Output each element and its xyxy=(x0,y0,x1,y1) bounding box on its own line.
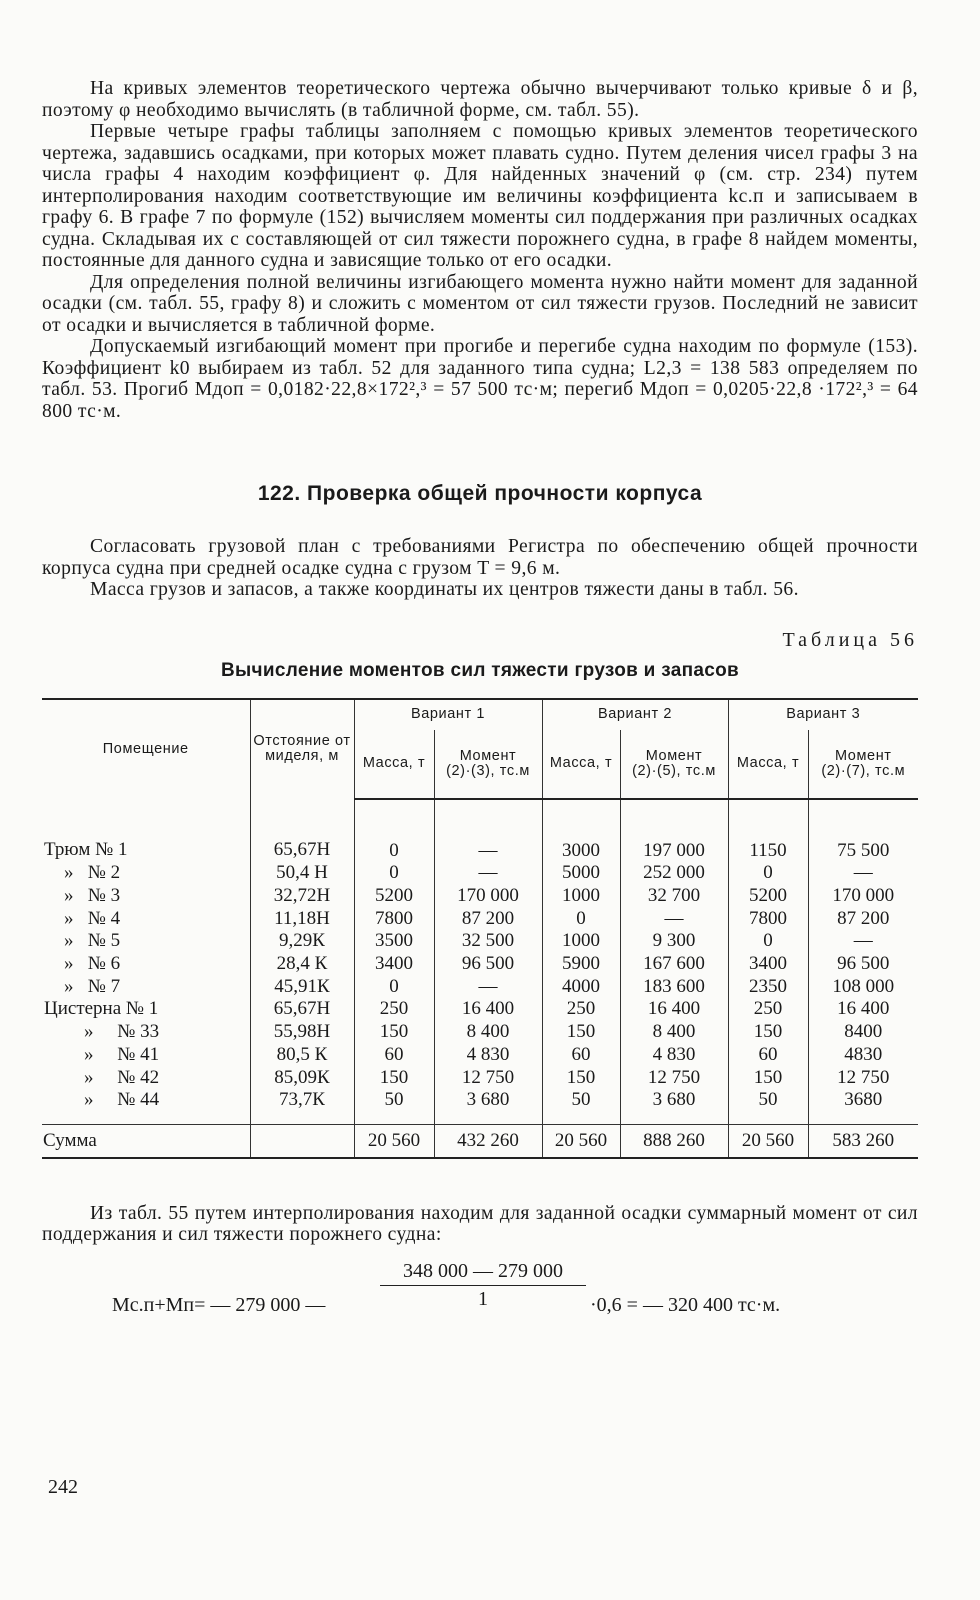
cell-mass-2: 1000 xyxy=(542,885,620,908)
cell-distance: 80,5 К xyxy=(250,1044,354,1067)
cell-mass-2: 1000 xyxy=(542,930,620,953)
table-row xyxy=(42,1044,918,1067)
cell-mass-2: 3000 xyxy=(542,799,620,863)
cell-distance: 50,4 Н xyxy=(250,862,354,885)
header-mass-3: Масса, т xyxy=(728,730,808,799)
header-variant-2: Вариант 2 xyxy=(542,699,728,730)
cell-mass-1: 250 xyxy=(354,998,434,1021)
cell-mass-1: 7800 xyxy=(354,908,434,931)
total-moment-3: 583 260 xyxy=(808,1124,918,1158)
table-row xyxy=(42,930,918,953)
cell-room: » № 6 xyxy=(64,953,121,975)
table-row xyxy=(42,1067,918,1090)
formula-rhs: ·0,6 = — 320 400 тс·м. xyxy=(590,1293,781,1316)
formula-numerator: 348 000 — 279 000 xyxy=(380,1260,586,1286)
cell-mass-1: 0 xyxy=(354,862,434,885)
cell-room: Трюм № 1 xyxy=(44,839,128,860)
cell-room: » № 5 xyxy=(64,930,121,952)
mass-paragraph: Масса грузов и запасов, а также координаты их центров тяжести даны в табл. 56. xyxy=(90,579,799,600)
section-title: 122. Проверка общей прочности корпуса xyxy=(257,482,703,505)
cell-distance: 85,09К xyxy=(250,1067,354,1090)
cell-mass-1: 50 xyxy=(354,1089,434,1124)
total-mass-2: 20 560 xyxy=(542,1124,620,1158)
page-content xyxy=(42,78,918,1336)
cell-distance: 28,4 К xyxy=(250,953,354,976)
cell-mass-3: 0 xyxy=(728,862,808,885)
formula-fraction xyxy=(380,1260,586,1311)
formula-denominator: 1 xyxy=(478,1287,488,1310)
cell-room: » № 42 xyxy=(84,1066,160,1088)
cell-moment-1: 4 830 xyxy=(434,1044,542,1067)
cell-moment-2: 12 750 xyxy=(620,1067,728,1090)
cell-mass-2: 150 xyxy=(542,1021,620,1044)
cell-mass-3: 150 xyxy=(728,1067,808,1090)
cell-mass-2: 4000 xyxy=(542,976,620,999)
header-mass-2: Масса, т xyxy=(542,730,620,799)
cell-moment-1: 12 750 xyxy=(434,1067,542,1090)
cell-mass-2: 150 xyxy=(542,1067,620,1090)
formula xyxy=(42,1256,918,1336)
cell-mass-1: 0 xyxy=(354,799,434,863)
cell-moment-1: 3 680 xyxy=(434,1089,542,1124)
cell-moment-1: — xyxy=(434,862,542,885)
cell-moment-1: — xyxy=(434,799,542,863)
cell-distance: 32,72Н xyxy=(250,885,354,908)
cell-room: Цистерна № 1 xyxy=(44,998,159,1020)
table-row xyxy=(42,976,918,999)
cell-moment-3: 3680 xyxy=(808,1089,918,1124)
cell-moment-2: 9 300 xyxy=(620,930,728,953)
cell-moment-1: 87 200 xyxy=(434,908,542,931)
cell-moment-2: 183 600 xyxy=(620,976,728,999)
cell-mass-3: 50 xyxy=(728,1089,808,1124)
cell-mass-3: 7800 xyxy=(728,908,808,931)
cell-distance: 55,98Н xyxy=(250,1021,354,1044)
cell-moment-3: 96 500 xyxy=(808,953,918,976)
cell-mass-3: 2350 xyxy=(728,976,808,999)
cell-mass-3: 150 xyxy=(728,1021,808,1044)
cell-mass-1: 150 xyxy=(354,1067,434,1090)
total-distance xyxy=(250,1124,354,1158)
cell-moment-3: 12 750 xyxy=(808,1067,918,1090)
cell-moment-3: 16 400 xyxy=(808,998,918,1021)
cell-room: » № 44 xyxy=(84,1089,160,1111)
table-body xyxy=(42,799,918,1125)
cell-moment-1: 32 500 xyxy=(434,930,542,953)
cell-moment-3: 87 200 xyxy=(808,908,918,931)
cell-mass-3: 5200 xyxy=(728,885,808,908)
cell-moment-2: 197 000 xyxy=(620,799,728,863)
total-mass-1: 20 560 xyxy=(354,1124,434,1158)
cell-moment-2: 252 000 xyxy=(620,862,728,885)
cell-mass-2: 5000 xyxy=(542,862,620,885)
cell-room: » № 2 xyxy=(64,862,121,884)
cell-moment-1: 170 000 xyxy=(434,885,542,908)
cell-room: » № 7 xyxy=(64,975,121,997)
cell-moment-3: 75 500 xyxy=(808,799,918,863)
paragraph-1: На кривых элементов теоретического чертежа обычно вычерчивают только кривые δ и β, поэтому φ необходимо вычислять (в табличной форме, см. табл. 55). xyxy=(42,78,918,121)
cell-distance: 9,29К xyxy=(250,930,354,953)
cell-mass-2: 0 xyxy=(542,908,620,931)
cell-mass-1: 0 xyxy=(354,976,434,999)
paragraph-2: Первые четыре графы таблицы заполняем с помощью кривых элементов теоретического чертежа, задавшись осадками, при которых может плавать судно. Путем деления чисел графы 3 на числа графы 4 находим коэффициент φ. Для найденных значений φ (см. стр. 234) путем интерполирования находим соответствующие им величины коэффициента kс.п и записываем в графу 6. В графе 7 по формуле (152) вычисляем моменты сил поддержания при различных осадках судна. Складывая их с составляющей от сил тяжести порожнего судна, в графе 8 найдем моменты, постоянные для данного судна и зависящие только от его осадки. xyxy=(42,121,918,271)
cell-mass-3: 1150 xyxy=(728,799,808,863)
header-variant-3: Вариант 3 xyxy=(728,699,918,730)
cell-moment-1: 96 500 xyxy=(434,953,542,976)
cell-moment-2: 4 830 xyxy=(620,1044,728,1067)
header-distance: Отстояние от миделя, м xyxy=(250,699,354,799)
cell-room: » № 33 xyxy=(84,1021,160,1043)
header-moment-2: Момент (2)·(5), тс.м xyxy=(620,730,728,799)
cell-mass-3: 60 xyxy=(728,1044,808,1067)
cell-room: » № 3 xyxy=(64,884,121,906)
cell-distance: 73,7К xyxy=(250,1089,354,1124)
header-variant-1: Вариант 1 xyxy=(354,699,542,730)
paragraph-4: Допускаемый изгибающий момент при прогибе и перегибе судна находим по формуле (153). Коэффициент k0 выбираем из табл. 52 для заданного типа судна; L2,3 = 138 583 определяем по табл. 53. Прогиб Mдоп = 0,0182·22,8×172²,³ = 57 500 тс·м; перегиб Mдоп = 0,0205·22,8 ·172²,³ = 64 800 тс·м. xyxy=(42,336,918,422)
table-row xyxy=(42,908,918,931)
cell-room: » № 41 xyxy=(84,1043,160,1065)
table-row xyxy=(42,998,918,1021)
cell-mass-1: 3400 xyxy=(354,953,434,976)
total-moment-2: 888 260 xyxy=(620,1124,728,1158)
cell-mass-3: 250 xyxy=(728,998,808,1021)
conclusion-paragraph: Из табл. 55 путем интерполирования находим для заданной осадки суммарный момент от сил поддержания и сил тяжести порожнего судна: xyxy=(42,1202,918,1246)
cell-mass-1: 3500 xyxy=(354,930,434,953)
cell-moment-3: — xyxy=(808,930,918,953)
cell-room: » № 4 xyxy=(64,907,121,929)
cell-mass-2: 50 xyxy=(542,1089,620,1124)
cell-moment-2: 167 600 xyxy=(620,953,728,976)
total-row xyxy=(42,1124,918,1158)
cell-moment-1: 16 400 xyxy=(434,998,542,1021)
loads-table xyxy=(42,698,918,1159)
header-moment-3: Момент (2)·(7), тс.м xyxy=(808,730,918,799)
cell-moment-3: 8400 xyxy=(808,1021,918,1044)
cell-moment-2: — xyxy=(620,908,728,931)
table-row xyxy=(42,862,918,885)
cell-moment-1: — xyxy=(434,976,542,999)
cell-moment-3: — xyxy=(808,862,918,885)
task-paragraph: Согласовать грузовой план с требованиями Регистра по обеспечению общей прочности корпуса судна при средней осадке судна с грузом T = 9,6 м. xyxy=(42,536,918,579)
cell-distance: 45,91К xyxy=(250,976,354,999)
intro-text xyxy=(42,78,918,422)
cell-mass-3: 3400 xyxy=(728,953,808,976)
formula-lhs: Mс.п+Mп= — 279 000 — xyxy=(112,1293,326,1316)
table-caption: Вычисление моментов сил тяжести грузов и запасов xyxy=(221,659,739,681)
cell-mass-1: 60 xyxy=(354,1044,434,1067)
cell-moment-3: 4830 xyxy=(808,1044,918,1067)
cell-mass-2: 250 xyxy=(542,998,620,1021)
cell-mass-2: 5900 xyxy=(542,953,620,976)
cell-distance: 11,18Н xyxy=(250,908,354,931)
total-moment-1: 432 260 xyxy=(434,1124,542,1158)
table-row xyxy=(42,1089,918,1124)
page-number: 242 xyxy=(48,1476,78,1498)
table-row xyxy=(42,1021,918,1044)
cell-moment-3: 108 000 xyxy=(808,976,918,999)
cell-moment-2: 32 700 xyxy=(620,885,728,908)
cell-moment-3: 170 000 xyxy=(808,885,918,908)
cell-moment-1: 8 400 xyxy=(434,1021,542,1044)
cell-distance: 65,67Н xyxy=(250,799,354,863)
cell-mass-3: 0 xyxy=(728,930,808,953)
total-label: Сумма xyxy=(42,1124,250,1158)
table-row xyxy=(42,885,918,908)
total-mass-3: 20 560 xyxy=(728,1124,808,1158)
cell-moment-2: 3 680 xyxy=(620,1089,728,1124)
cell-distance: 65,67Н xyxy=(250,998,354,1021)
cell-moment-2: 8 400 xyxy=(620,1021,728,1044)
table-label: Таблица 56 xyxy=(782,628,918,651)
cell-mass-2: 60 xyxy=(542,1044,620,1067)
cell-mass-1: 5200 xyxy=(354,885,434,908)
paragraph-3: Для определения полной величины изгибающего момента нужно найти момент для заданной осадки (см. табл. 55, графу 8) и сложить с моментом от сил тяжести грузов. Последний не зависит от осадки и вычисляется в табличной форме. xyxy=(42,271,918,336)
header-moment-1: Момент (2)·(3), тс.м xyxy=(434,730,542,799)
header-mass-1: Масса, т xyxy=(354,730,434,799)
table-row xyxy=(42,953,918,976)
cell-moment-2: 16 400 xyxy=(620,998,728,1021)
header-room: Помещение xyxy=(42,699,250,799)
cell-mass-1: 150 xyxy=(354,1021,434,1044)
table-row xyxy=(42,799,918,863)
